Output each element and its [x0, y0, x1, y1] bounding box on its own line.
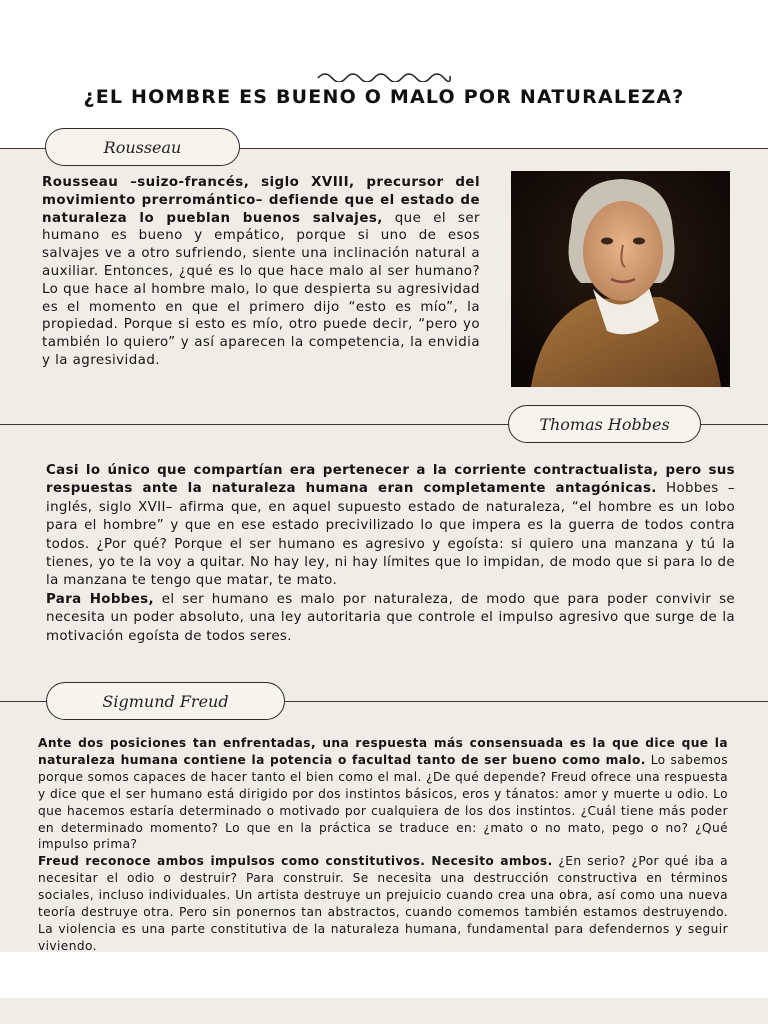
hobbes-bold-text-1: Casi lo único que compartían era pertenecer a la corriente contractualista, pero sus respuestas ante la naturaleza humana eran completamente antagónicas. — [46, 463, 735, 497]
hobbes-body-text-2: el ser humano es malo por naturaleza, de modo que para poder convivir se necesita un poder absoluto, una ley autoritaria que controle el impulso agresivo que surge de la motivación egoísta de todos seres. — [46, 591, 735, 644]
section-label-freud: Sigmund Freud — [46, 682, 285, 720]
wave-ornament-icon — [316, 68, 452, 82]
page-title: ¿EL HOMBRE ES BUENO O MALO POR NATURALEZA? — [83, 86, 685, 108]
freud-paragraph — [38, 735, 728, 955]
hobbes-paragraph — [46, 462, 735, 646]
rousseau-portrait — [511, 171, 730, 387]
rousseau-paragraph — [42, 174, 480, 370]
freud-bold-text-1: Ante dos posiciones tan enfrentadas, una respuesta más consensuada es la que dice que la naturaleza humana contiene la potencia o facultad tanto de ser bueno como malo. — [38, 736, 728, 767]
freud-bold-text-2: Freud reconoce ambos impulsos como constitutivos. Necesito ambos. — [38, 854, 553, 869]
section-label-rousseau: Rousseau — [45, 128, 240, 166]
freud-body-text-2: ¿En serio? ¿Por qué iba a necesitar el odio o destruir? Para construir. Se necesita una destrucción constructiva en términos sociales, incluso individuales. Un artista destruye un prejuicio cuando crea una obra, así como una nueva teoría destruye otra. Pero sin ponernos tan abstractos, cuando comemos también estamos destruyendo. La violencia es una parte constitutiva de la naturaleza humana, fundamental para defendernos y seguir viviendo. — [38, 854, 728, 953]
bottom-band — [0, 998, 768, 1024]
rousseau-bold-text: Rousseau –suizo-francés, siglo XVIII, precursor del movimiento prerromántico– defiende que el estado de naturaleza lo pueblan buenos salvajes, — [42, 175, 480, 226]
hobbes-bold-text-2: Para Hobbes, — [46, 591, 154, 607]
section-label-hobbes: Thomas Hobbes — [508, 405, 701, 443]
rousseau-body-text: que el ser humano es bueno y empático, porque si uno de esos salvajes ve a otro sufriendo, siente una inclinación natural a auxiliar. Entonces, ¿qué es lo que hace malo al ser humano? Lo que hace al hombre malo, lo que despierta su agresividad es el momento en que el primero dijo “esto es mío”, la propiedad. Porque si esto es mío, otro puede decir, “pero yo también lo quiero” y así aparecen la competencia, la envidia y la agresividad. — [42, 210, 481, 368]
hobbes-body-text-1: Hobbes –inglés, siglo XVII– afirma que, en aquel supuesto estado de naturaleza, “el hombre es un lobo para el hombre” y que en ese estado precivilizado lo que impera es la guerra de todos contra todos. ¿Por qué? Porque el ser humano es agresivo y egoísta: si quiero una manzana y tú la tienes, yo te la voy a quitar. No hay ley, ni hay límites que lo impidan, de modo que si para lo de la manzana te tengo que matar, te mato. — [46, 481, 735, 589]
freud-body-text-1: Lo sabemos porque somos capaces de hacer tanto el bien como el mal. ¿De qué depende? Freud ofrece una respuesta y dice que el ser humano está dirigido por dos instintos básicos, eros y tánatos: amor y muerte u odio. Lo que hacemos estaría determinado o motivado por cualquiera de los dos instintos. ¿Cuál tiene más poder en determinado momento? Lo que en la práctica se traduce en: ¿mato o no mato, pego o no? ¿Qué impulso prima? — [38, 752, 728, 852]
